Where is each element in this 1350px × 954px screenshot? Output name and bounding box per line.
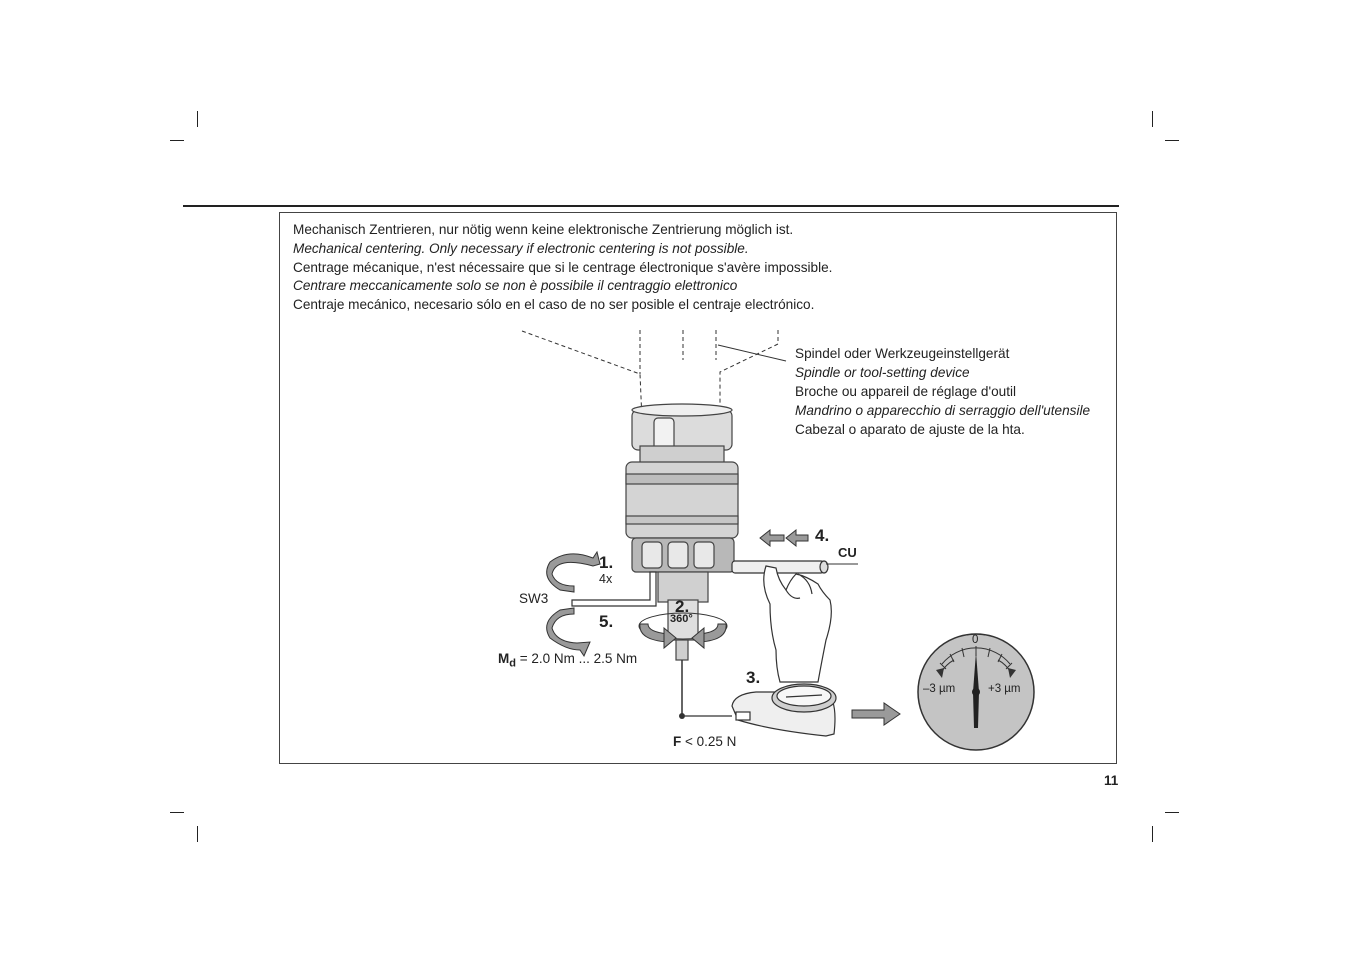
rotation-arrow-1 — [547, 552, 600, 592]
step-1-count: 4x — [599, 572, 613, 586]
hand — [764, 566, 832, 682]
step-4-label: 4. — [815, 526, 830, 545]
intro-line-fr: Centrage mécanique, n'est nécessaire que si le centrage électronique s'avère impossible. — [293, 259, 833, 275]
torque-value: = 2.0 Nm ... 2.5 Nm — [515, 651, 638, 666]
callout-line-fr: Broche ou appareil de réglage d'outil — [795, 384, 1017, 399]
cu-label: CU — [838, 545, 857, 560]
intro-line-it: Centrare meccanicamente solo se non è possibile il centraggio elettronico — [293, 278, 738, 294]
callout-line-es: Cabezal o aparato de ajuste de la hta. — [795, 422, 1025, 437]
hex-key — [572, 572, 656, 606]
torque-label — [498, 651, 637, 670]
sw3-label: SW3 — [519, 591, 549, 606]
spindle-callout — [795, 344, 1090, 439]
push-arrows — [760, 530, 808, 546]
centering-bar — [732, 561, 828, 573]
intro-line-de: Mechanisch Zentrieren, nur nötig wenn keine elektronische Zentrierung möglich ist. — [293, 222, 794, 237]
page-number: 11 — [1104, 773, 1119, 788]
gauge-plus-label: +3 µm — [988, 683, 1021, 695]
torque-symbol: M — [498, 651, 510, 666]
step-5-label: 5. — [599, 612, 614, 631]
callout-line-it: Mandrino o apparecchio di serraggio dell'utensile — [795, 403, 1091, 418]
intro-line-en: Mechanical centering. Only necessary if electronic centering is not possible. — [293, 240, 749, 256]
step-1-label: 1. — [599, 553, 614, 572]
dial-indicator — [732, 684, 836, 736]
force-symbol: F — [673, 734, 682, 749]
stylus-ball — [679, 713, 685, 719]
intro-text — [293, 221, 832, 315]
force-value: < 0.25 N — [681, 734, 737, 749]
gauge-zero-label: 0 — [972, 634, 979, 646]
force-label — [673, 734, 736, 749]
torque-subscript: d — [509, 657, 516, 670]
step-3-label: 3. — [746, 668, 761, 687]
callout-line-en: Spindle or tool-setting device — [795, 365, 970, 380]
spindle-leader-line — [718, 345, 786, 361]
intro-line-es: Centraje mecánico, necesario sólo en el caso de no ser posible el centraje electrónico. — [293, 297, 815, 313]
rotation-arrow-5 — [547, 608, 590, 656]
step-2-angle: 360° — [670, 613, 693, 625]
gauge-minus-label: –3 µm — [923, 683, 956, 695]
step-2-label: 2. — [675, 597, 690, 616]
callout-line-de: Spindel oder Werkzeugeinstellgerät — [795, 346, 1010, 361]
result-arrow — [852, 703, 900, 725]
